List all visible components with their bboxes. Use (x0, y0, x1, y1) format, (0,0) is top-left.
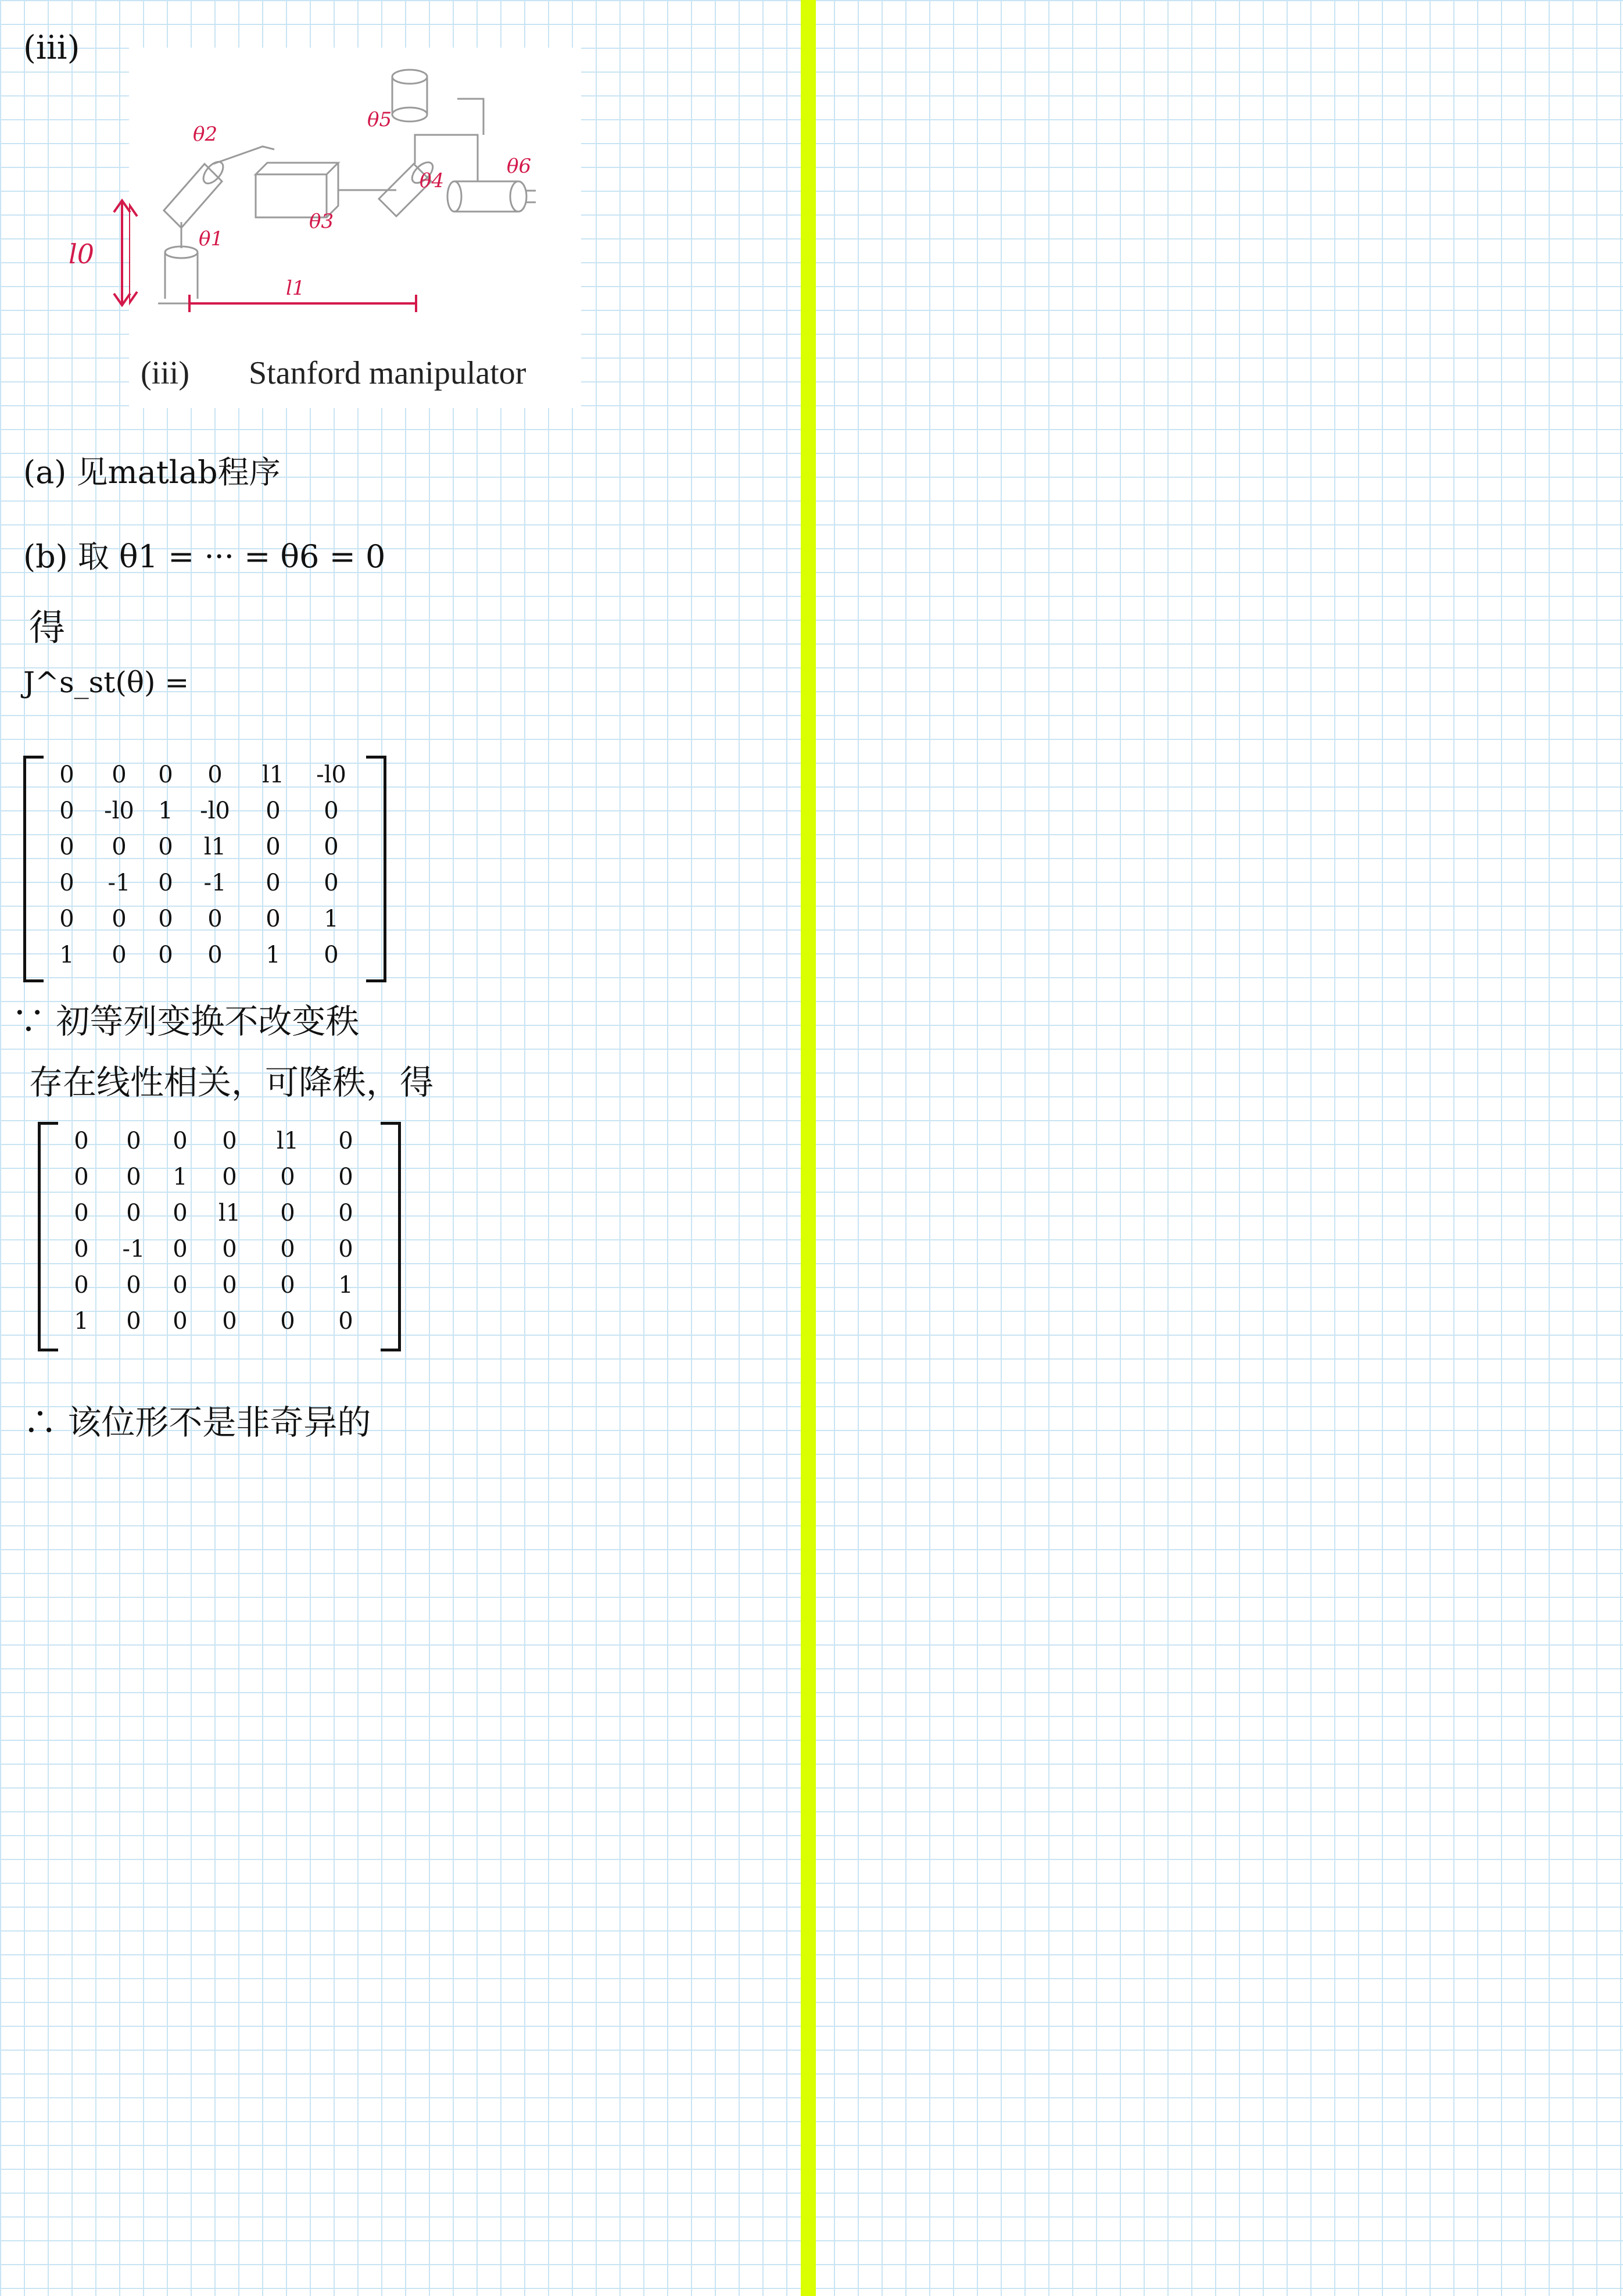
figure-caption-label: (iii) (141, 355, 189, 391)
matrix-cell: 0 (158, 834, 173, 860)
matrix-cell: 0 (126, 1200, 141, 1226)
stanford-figure (129, 48, 581, 408)
l1-label: l1 (286, 277, 305, 300)
matrix-cell: 0 (324, 834, 339, 860)
matrix-cell: 1 (59, 942, 74, 968)
l0-label: l0 (69, 238, 94, 270)
matrix-cell: 0 (158, 870, 173, 896)
matrix-cell: 0 (158, 761, 173, 788)
matrix-cell: 0 (173, 1308, 188, 1335)
matrix-cell: l1 (218, 1200, 241, 1226)
matrix-cell: 0 (173, 1128, 188, 1154)
matrix-cell: -1 (108, 870, 131, 896)
theta4-label: θ4 (420, 169, 445, 192)
matrix-cell: 0 (207, 942, 223, 968)
matrix-cell: 0 (74, 1236, 89, 1263)
result-word: 得 (29, 606, 66, 649)
right-bracket (366, 756, 386, 982)
matrix-cell: l1 (203, 834, 227, 860)
theta5-label: θ5 (367, 108, 392, 131)
matrix-cell: 0 (338, 1164, 353, 1190)
matrix-cell: 0 (338, 1308, 353, 1335)
matrix-cell: -l0 (104, 797, 134, 824)
matrix-cell: 0 (207, 761, 223, 788)
matrix-cell: 0 (59, 906, 74, 932)
matrix-cell: 0 (222, 1128, 237, 1154)
matrix-cell: 0 (112, 834, 127, 860)
matrix-cell: 0 (222, 1164, 237, 1190)
matrix-cell: 0 (338, 1128, 353, 1154)
matrix-cell: 1 (338, 1272, 353, 1299)
matrix-cell: 0 (338, 1200, 353, 1226)
matrix-cell: 0 (74, 1272, 89, 1299)
matrix-cell: 0 (280, 1272, 295, 1299)
page-divider (801, 0, 816, 2296)
matrix-cell: 0 (126, 1272, 141, 1299)
matrix-cell: 0 (324, 942, 339, 968)
matrix-cell: 1 (266, 942, 281, 968)
problem-label: (iii) (23, 29, 80, 67)
matrix-cell: 0 (59, 834, 74, 860)
matrix-cell: 0 (126, 1128, 141, 1154)
matrix-cell: 0 (112, 906, 127, 932)
matrix-cell: l1 (276, 1128, 299, 1154)
matrix-cell: 0 (112, 761, 127, 788)
matrix-cell: 0 (173, 1272, 188, 1299)
left-bracket (23, 756, 44, 982)
matrix-cell: 0 (324, 797, 339, 824)
matrix-cell: -l0 (316, 761, 346, 788)
jacobian-matrix (23, 756, 386, 977)
matrix-cell: 0 (126, 1308, 141, 1335)
reduced-matrix (38, 1122, 401, 1346)
matrix-cell: 0 (59, 870, 74, 896)
figure-caption-title: Stanford manipulator (249, 355, 526, 391)
matrix-cell: 0 (280, 1308, 295, 1335)
matrix-cell: 0 (222, 1236, 237, 1263)
theta3-label: θ3 (309, 210, 334, 233)
matrix-cell: 0 (207, 906, 223, 932)
left-bracket (38, 1122, 58, 1351)
theta6-label: θ6 (507, 155, 532, 178)
matrix-cell: 0 (59, 797, 74, 824)
matrix-cell: 0 (280, 1164, 295, 1190)
manipulator-drawing (129, 48, 581, 408)
reason-line-2: 存在线性相关，可降秩，得 (29, 1063, 434, 1102)
reason-line-1: ∵ 初等列变换不改变秩 (12, 1002, 360, 1041)
matrix-cell: 0 (158, 906, 173, 932)
matrix-cell: 0 (266, 906, 281, 932)
matrix-cell: 0 (126, 1164, 141, 1190)
matrix-cell: -l0 (200, 797, 230, 824)
matrix-cell: l1 (261, 761, 285, 788)
matrix-cell: -1 (203, 870, 227, 896)
part-b-text: (b) 取 θ1 = ··· = θ6 = 0 (23, 538, 386, 575)
matrix-cell: 0 (280, 1200, 295, 1226)
right-bracket (381, 1122, 401, 1351)
part-a-text: (a) 见matlab程序 (23, 454, 281, 491)
matrix-cell: 0 (266, 870, 281, 896)
matrix-cell: 1 (74, 1308, 89, 1335)
matrix-cell: 1 (173, 1164, 188, 1190)
matrix-cell: 0 (173, 1200, 188, 1226)
matrix-cell: 0 (222, 1308, 237, 1335)
matrix-cell: 1 (324, 906, 339, 932)
matrix-cell: 0 (59, 761, 74, 788)
matrix-cell: -1 (122, 1236, 145, 1263)
matrix-cell: 0 (222, 1272, 237, 1299)
l0-arrow (110, 198, 134, 308)
matrix-cell: 0 (74, 1200, 89, 1226)
matrix-cell: 0 (112, 942, 127, 968)
jacobian-label: J^s_st(θ) = (23, 666, 189, 699)
matrix-cell: 0 (74, 1128, 89, 1154)
matrix-cell: 0 (338, 1236, 353, 1263)
matrix-cell: 0 (324, 870, 339, 896)
theta1-label: θ1 (199, 227, 224, 251)
matrix-cell: 0 (266, 797, 281, 824)
matrix-cell: 0 (173, 1236, 188, 1263)
theta2-label: θ2 (193, 123, 218, 146)
conclusion-text: ∴ 该位形不是非奇异的 (23, 1403, 371, 1442)
matrix-cell: 0 (158, 942, 173, 968)
matrix-cell: 1 (158, 797, 173, 824)
matrix-cell: 0 (74, 1164, 89, 1190)
matrix-cell: 0 (280, 1236, 295, 1263)
matrix-cell: 0 (266, 834, 281, 860)
